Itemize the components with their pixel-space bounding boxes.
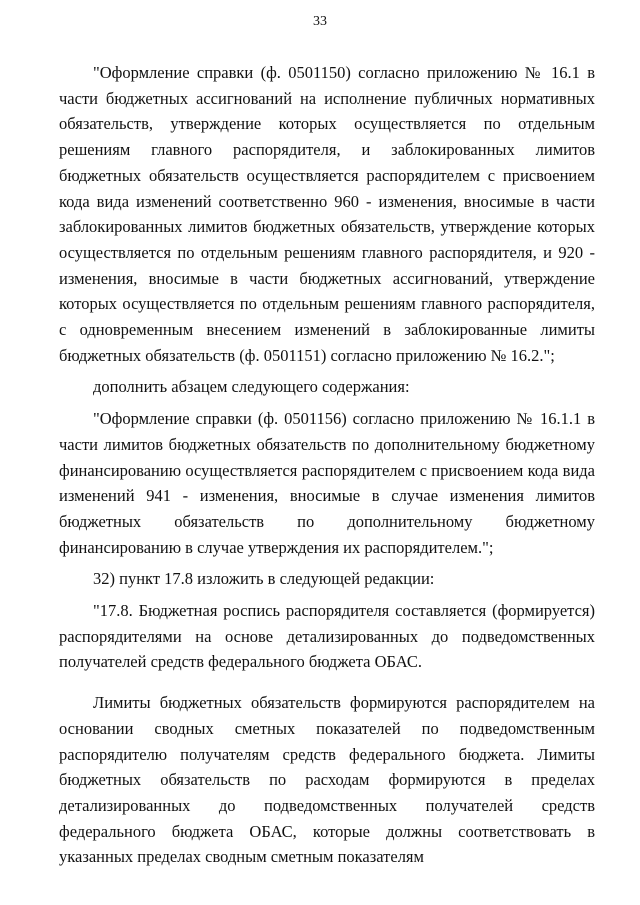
paragraph-17-8: "17.8. Бюджетная роспись распорядителя составляется (формируется) распорядителями на основе детализированных до подведомственных получателей средств федерального бюджета ОБАС. — [59, 601, 595, 672]
paragraph-certificate-0501150: "Оформление справки (ф. 0501150) согласно приложению № 16.1 в части бюджетных ассигнований на исполнение публичных нормативных обязательств, утверждение которых осуществляется по отдельным решениям главного распорядителя, и заблокированных лимитов бюджетных обязательств осуществляется распорядителем с присвоением кода вида изменений соответственно 960 - изменения, вносимые в части заблокированных лимитов бюджетных обязательств, утверждение которых осуществляется по отдельным решениям главного распорядителя, и 920 - изменения, вносимые в части бюджетных ассигнований, утверждение которых осуществляется по отдельным решениям главного распорядителя, с одновременным внесением изменений в заблокированные лимиты бюджетных обязательств (ф. 0501151) согласно приложению № 16.2."; — [59, 63, 595, 365]
page-number: 33 — [313, 14, 327, 29]
paragraph-certificate-0501156: "Оформление справки (ф. 0501156) согласно приложению № 16.1.1 в части лимитов бюджетных обязательств по дополнительному бюджетному финансированию осуществляется распорядителем с присвоением кода вида изменений 941 - изменения, вносимые в случае изменения лимитов бюджетных обязательств по дополнительному бюджетному финансированию в случае утверждения их распорядителем."; — [59, 409, 595, 557]
document-body — [59, 60, 595, 870]
paragraph-budget-limits: Лимиты бюджетных обязательств формируются распорядителем на основании сводных сметных показателей по подведомственным распорядителю получателям средств федерального бюджета. Лимиты бюджетных обязательств по расходам формируются в пределах детализированных до подведомственных получателей средств федерального бюджета ОБАС, которые должны соответствовать в указанных пределах сводным сметным показателям — [59, 693, 595, 867]
paragraph-add-clause: дополнить абзацем следующего содержания: — [93, 377, 410, 397]
paragraph-item-32: 32) пункт 17.8 изложить в следующей редакции: — [93, 569, 435, 589]
